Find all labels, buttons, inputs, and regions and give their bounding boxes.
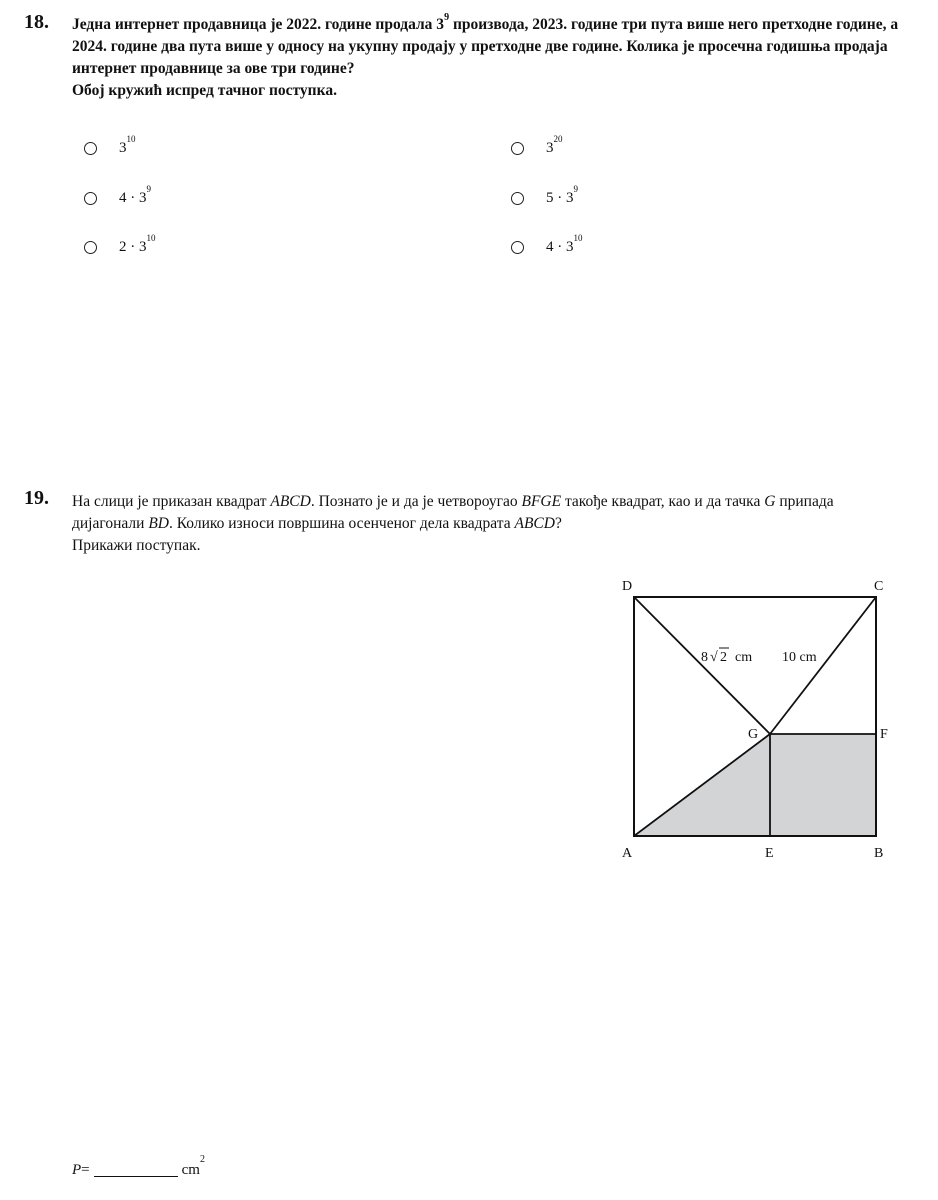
question-19-text: На слици је приказан квадрат ABCD. Познато је и да је четвороугао BFGE такође квадрат, као и да тачка G припада дијагонали BD. Колико износи површина осенченог дела квадрата ABCD? Прикажи поступак. xyxy=(72,491,902,557)
label-b: B xyxy=(874,846,884,861)
option-b-label: $3^{20}$ xyxy=(546,134,563,156)
option-d-label: $5 \cdot 3^9$ xyxy=(546,184,578,206)
q18-instruction: Обој кружић испред тачног поступка. xyxy=(72,82,337,99)
label-g: G xyxy=(748,727,759,742)
svg-text:2: 2 xyxy=(720,650,727,665)
segment-dg xyxy=(634,597,770,734)
option-c-label: $4 \cdot 3^9$ xyxy=(119,184,151,206)
label-e: E xyxy=(765,846,774,861)
square-abcd-ref: ABCD xyxy=(270,493,311,510)
label-f: F xyxy=(880,727,888,742)
label-c: C xyxy=(874,579,884,594)
answer-variable: P xyxy=(72,1162,82,1178)
diagonal-bd-ref: BD xyxy=(148,515,169,532)
segment-gc xyxy=(770,597,876,734)
answer-unit: $cm^2$ xyxy=(181,1154,205,1178)
option-a-label: $3^{10}$ xyxy=(119,134,136,156)
square-bfge-ref: BFGE xyxy=(521,493,562,510)
label-a: A xyxy=(622,846,633,861)
option-f-label: $4 \cdot 3^{10}$ xyxy=(546,233,583,255)
answer-line xyxy=(72,1154,205,1179)
svg-text:cm: cm xyxy=(735,650,753,665)
answer-input[interactable] xyxy=(94,1162,178,1177)
label-d: D xyxy=(622,579,633,594)
svg-text:8: 8 xyxy=(701,650,708,665)
question-18-number: 18. xyxy=(24,11,49,33)
sqrt-sign: √ xyxy=(710,650,718,665)
point-g-ref: G xyxy=(764,493,776,510)
q18-text-exponent: 9 xyxy=(444,11,450,23)
q19-instruction: Прикажи поступак. xyxy=(72,537,201,554)
question-19-number: 19. xyxy=(24,487,49,509)
q18-text-part2: производа, 2023. године три пута више него претходне године, а 2024. године два пута више у односу на укупну продају у претходне две године. Колика је просечна годишња продаја интернет продавнице за ове три године? xyxy=(72,16,899,77)
q18-text-part1: Једна интернет продавница је 2022. године продала 3 xyxy=(72,16,445,33)
shaded-region xyxy=(634,734,876,836)
length-label-gc: 10 cm xyxy=(782,650,817,665)
answer-equals: = xyxy=(81,1162,90,1178)
square-abcd-ref-2: ABCD xyxy=(514,515,555,532)
length-label-dg xyxy=(701,648,752,665)
option-e-label: $2 \cdot 3^{10}$ xyxy=(119,233,156,255)
